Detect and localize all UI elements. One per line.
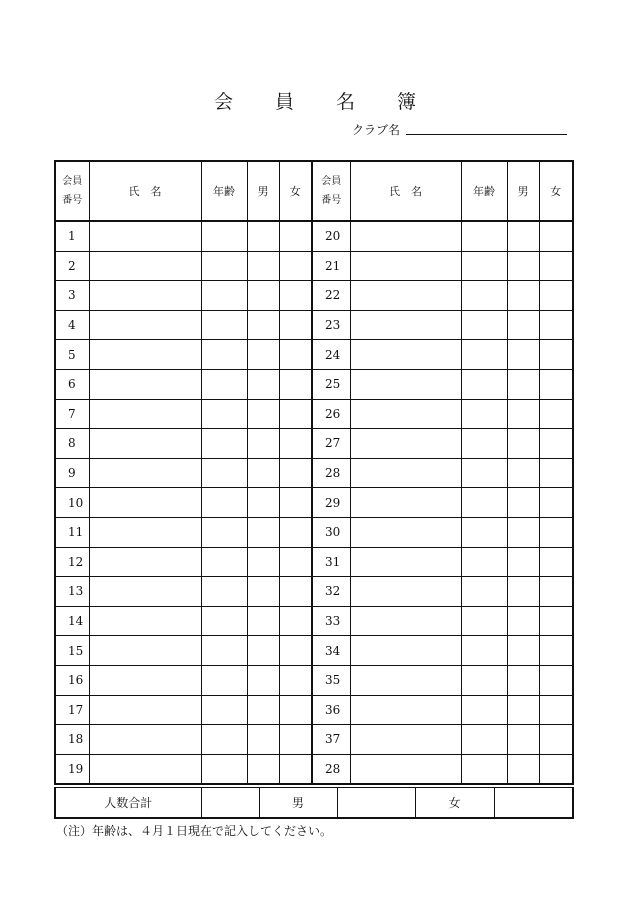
table-row [55,636,573,666]
age-cell[interactable] [201,458,247,488]
name-cell-right[interactable] [350,369,461,399]
female-cell-right[interactable] [539,577,573,607]
male-cell-right[interactable] [507,725,539,755]
male-cell[interactable] [247,754,279,784]
name-cell[interactable] [89,517,201,547]
name-cell-right[interactable] [350,281,461,311]
name-cell[interactable] [89,251,201,281]
male-cell[interactable] [247,429,279,459]
male-cell[interactable] [247,281,279,311]
name-cell[interactable] [89,310,201,340]
female-cell-right[interactable] [539,369,573,399]
age-cell[interactable] [201,221,247,251]
name-cell[interactable] [89,547,201,577]
age-cell-right[interactable] [461,281,507,311]
name-cell-right[interactable] [350,754,461,784]
male-cell-right[interactable] [507,488,539,518]
male-cell[interactable] [247,399,279,429]
male-cell[interactable] [247,636,279,666]
header-female: 女 [279,161,312,221]
totals-label: 人数合計 [55,788,201,819]
female-cell-right[interactable] [539,488,573,518]
name-cell-right[interactable] [350,310,461,340]
name-cell-right[interactable] [350,606,461,636]
totals-all-field[interactable] [201,788,259,819]
male-cell-right[interactable] [507,221,539,251]
female-cell[interactable] [279,517,312,547]
member-no-cell-right: 33 [312,606,350,636]
member-no-cell-right: 35 [312,665,350,695]
member-no-cell: 3 [55,281,89,311]
name-cell[interactable] [89,695,201,725]
age-cell[interactable] [201,725,247,755]
club-name-field[interactable] [406,134,567,135]
name-cell[interactable] [89,488,201,518]
header-age-right: 年齢 [461,161,507,221]
member-no-cell-right: 36 [312,695,350,725]
name-cell[interactable] [89,754,201,784]
female-cell[interactable] [279,636,312,666]
header-member-no-right: 会員 番号 [312,161,350,221]
table-row [55,695,573,725]
name-cell[interactable] [89,221,201,251]
male-cell[interactable] [247,221,279,251]
age-cell-right[interactable] [461,665,507,695]
header-male-right: 男 [507,161,539,221]
age-cell[interactable] [201,488,247,518]
table-row [55,369,573,399]
female-cell-right[interactable] [539,754,573,784]
male-cell-right[interactable] [507,458,539,488]
age-cell-right[interactable] [461,399,507,429]
age-cell[interactable] [201,399,247,429]
age-cell-right[interactable] [461,606,507,636]
age-cell-right[interactable] [461,310,507,340]
member-no-cell-right: 37 [312,725,350,755]
age-cell-right[interactable] [461,754,507,784]
female-cell-right[interactable] [539,636,573,666]
female-cell[interactable] [279,251,312,281]
footnote: （注）年齢は、４月１日現在で記入してください。 [56,824,333,838]
female-cell-right[interactable] [539,665,573,695]
member-no-cell-right: 22 [312,281,350,311]
female-cell[interactable] [279,577,312,607]
member-no-cell: 14 [55,606,89,636]
name-cell[interactable] [89,340,201,370]
age-cell-right[interactable] [461,221,507,251]
header-name: 氏 名 [89,161,201,221]
member-no-cell-right: 32 [312,577,350,607]
female-cell[interactable] [279,695,312,725]
female-cell-right[interactable] [539,221,573,251]
name-cell-right[interactable] [350,458,461,488]
male-cell[interactable] [247,458,279,488]
member-no-cell: 7 [55,399,89,429]
name-cell[interactable] [89,399,201,429]
member-no-cell-right: 29 [312,488,350,518]
member-no-cell-right: 28 [312,458,350,488]
member-no-cell: 18 [55,725,89,755]
table-row [55,399,573,429]
table-row [55,221,573,251]
member-no-cell: 8 [55,429,89,459]
male-cell[interactable] [247,547,279,577]
male-cell-right[interactable] [507,754,539,784]
member-no-cell-right: 28 [312,754,350,784]
member-no-cell-right: 21 [312,251,350,281]
female-cell-right[interactable] [539,429,573,459]
table-row [55,725,573,755]
male-cell-right[interactable] [507,636,539,666]
name-cell-right[interactable] [350,695,461,725]
age-cell-right[interactable] [461,488,507,518]
female-cell[interactable] [279,369,312,399]
totals-row [55,788,573,819]
member-no-cell: 16 [55,665,89,695]
totals-table [54,787,574,819]
name-cell[interactable] [89,577,201,607]
age-cell-right[interactable] [461,458,507,488]
female-cell[interactable] [279,754,312,784]
member-no-cell-right: 30 [312,517,350,547]
table-row [55,251,573,281]
male-cell[interactable] [247,517,279,547]
member-no-cell: 10 [55,488,89,518]
male-cell-right[interactable] [507,547,539,577]
age-cell-right[interactable] [461,725,507,755]
member-no-cell: 9 [55,458,89,488]
female-cell[interactable] [279,310,312,340]
member-no-cell: 4 [55,310,89,340]
male-cell-right[interactable] [507,310,539,340]
male-cell-right[interactable] [507,281,539,311]
member-no-cell-right: 31 [312,547,350,577]
member-no-cell-right: 27 [312,429,350,459]
header-male: 男 [247,161,279,221]
female-cell-right[interactable] [539,251,573,281]
male-cell-right[interactable] [507,665,539,695]
age-cell[interactable] [201,577,247,607]
female-cell[interactable] [279,429,312,459]
name-cell[interactable] [89,606,201,636]
age-cell-right[interactable] [461,251,507,281]
member-no-cell: 2 [55,251,89,281]
age-cell[interactable] [201,695,247,725]
male-cell-right[interactable] [507,517,539,547]
table-row [55,547,573,577]
name-cell-right[interactable] [350,429,461,459]
member-no-cell-right: 24 [312,340,350,370]
table-row [55,458,573,488]
age-cell-right[interactable] [461,340,507,370]
name-cell-right[interactable] [350,399,461,429]
document-title: 会 員 名 簿 [213,91,435,113]
age-cell-right[interactable] [461,577,507,607]
table-row [55,340,573,370]
name-cell-right[interactable] [350,547,461,577]
table-row [55,577,573,607]
age-cell-right[interactable] [461,429,507,459]
table-row [55,310,573,340]
member-no-cell: 1 [55,221,89,251]
male-cell-right[interactable] [507,429,539,459]
age-cell[interactable] [201,547,247,577]
member-roster-table [54,160,574,785]
table-row [55,606,573,636]
male-cell[interactable] [247,310,279,340]
male-cell-right[interactable] [507,340,539,370]
member-no-cell-right: 34 [312,636,350,666]
age-cell[interactable] [201,281,247,311]
header-member-no: 会員 番号 [55,161,89,221]
table-row [55,281,573,311]
name-cell-right[interactable] [350,221,461,251]
female-cell-right[interactable] [539,725,573,755]
female-cell[interactable] [279,221,312,251]
member-no-cell-right: 26 [312,399,350,429]
member-no-cell-right: 23 [312,310,350,340]
female-cell-right[interactable] [539,695,573,725]
name-cell-right[interactable] [350,340,461,370]
header-name-right: 氏 名 [350,161,461,221]
table-row [55,754,573,784]
member-no-cell: 17 [55,695,89,725]
member-no-cell: 12 [55,547,89,577]
totals-male-label: 男 [259,788,337,819]
header-female-right: 女 [539,161,573,221]
name-cell[interactable] [89,665,201,695]
age-cell[interactable] [201,636,247,666]
table-row [55,517,573,547]
female-cell[interactable] [279,340,312,370]
club-name-label: クラブ名 [352,123,401,137]
male-cell-right[interactable] [507,577,539,607]
female-cell-right[interactable] [539,310,573,340]
male-cell[interactable] [247,340,279,370]
totals-female-field[interactable] [494,788,573,819]
female-cell-right[interactable] [539,399,573,429]
male-cell-right[interactable] [507,695,539,725]
totals-female-label: 女 [415,788,494,819]
name-cell-right[interactable] [350,577,461,607]
male-cell[interactable] [247,695,279,725]
age-cell-right[interactable] [461,636,507,666]
female-cell-right[interactable] [539,340,573,370]
female-cell-right[interactable] [539,547,573,577]
name-cell-right[interactable] [350,665,461,695]
age-cell[interactable] [201,369,247,399]
member-no-cell-right: 20 [312,221,350,251]
age-cell-right[interactable] [461,369,507,399]
name-cell[interactable] [89,458,201,488]
name-cell-right[interactable] [350,488,461,518]
female-cell[interactable] [279,399,312,429]
name-cell-right[interactable] [350,636,461,666]
male-cell-right[interactable] [507,369,539,399]
header-row [55,161,573,221]
totals-male-field[interactable] [337,788,415,819]
member-no-cell: 6 [55,369,89,399]
name-cell[interactable] [89,725,201,755]
header-age: 年齢 [201,161,247,221]
table-row [55,429,573,459]
female-cell[interactable] [279,547,312,577]
name-cell[interactable] [89,429,201,459]
name-cell[interactable] [89,369,201,399]
age-cell[interactable] [201,665,247,695]
female-cell-right[interactable] [539,458,573,488]
male-cell[interactable] [247,251,279,281]
table-row [55,665,573,695]
female-cell-right[interactable] [539,281,573,311]
name-cell-right[interactable] [350,251,461,281]
age-cell[interactable] [201,606,247,636]
male-cell[interactable] [247,488,279,518]
member-no-cell: 11 [55,517,89,547]
female-cell-right[interactable] [539,606,573,636]
age-cell[interactable] [201,517,247,547]
name-cell[interactable] [89,281,201,311]
member-no-cell-right: 25 [312,369,350,399]
name-cell[interactable] [89,636,201,666]
age-cell-right[interactable] [461,517,507,547]
name-cell-right[interactable] [350,725,461,755]
male-cell-right[interactable] [507,399,539,429]
female-cell[interactable] [279,281,312,311]
male-cell[interactable] [247,577,279,607]
male-cell[interactable] [247,665,279,695]
table-row [55,488,573,518]
age-cell[interactable] [201,429,247,459]
member-no-cell: 15 [55,636,89,666]
name-cell-right[interactable] [350,517,461,547]
age-cell[interactable] [201,310,247,340]
male-cell[interactable] [247,725,279,755]
member-no-cell: 19 [55,754,89,784]
female-cell[interactable] [279,458,312,488]
age-cell-right[interactable] [461,547,507,577]
male-cell-right[interactable] [507,251,539,281]
female-cell[interactable] [279,665,312,695]
female-cell[interactable] [279,725,312,755]
age-cell-right[interactable] [461,695,507,725]
age-cell[interactable] [201,340,247,370]
female-cell-right[interactable] [539,517,573,547]
male-cell[interactable] [247,369,279,399]
female-cell[interactable] [279,606,312,636]
male-cell-right[interactable] [507,606,539,636]
age-cell[interactable] [201,251,247,281]
member-no-cell: 5 [55,340,89,370]
member-no-cell: 13 [55,577,89,607]
age-cell[interactable] [201,754,247,784]
female-cell[interactable] [279,488,312,518]
male-cell[interactable] [247,606,279,636]
